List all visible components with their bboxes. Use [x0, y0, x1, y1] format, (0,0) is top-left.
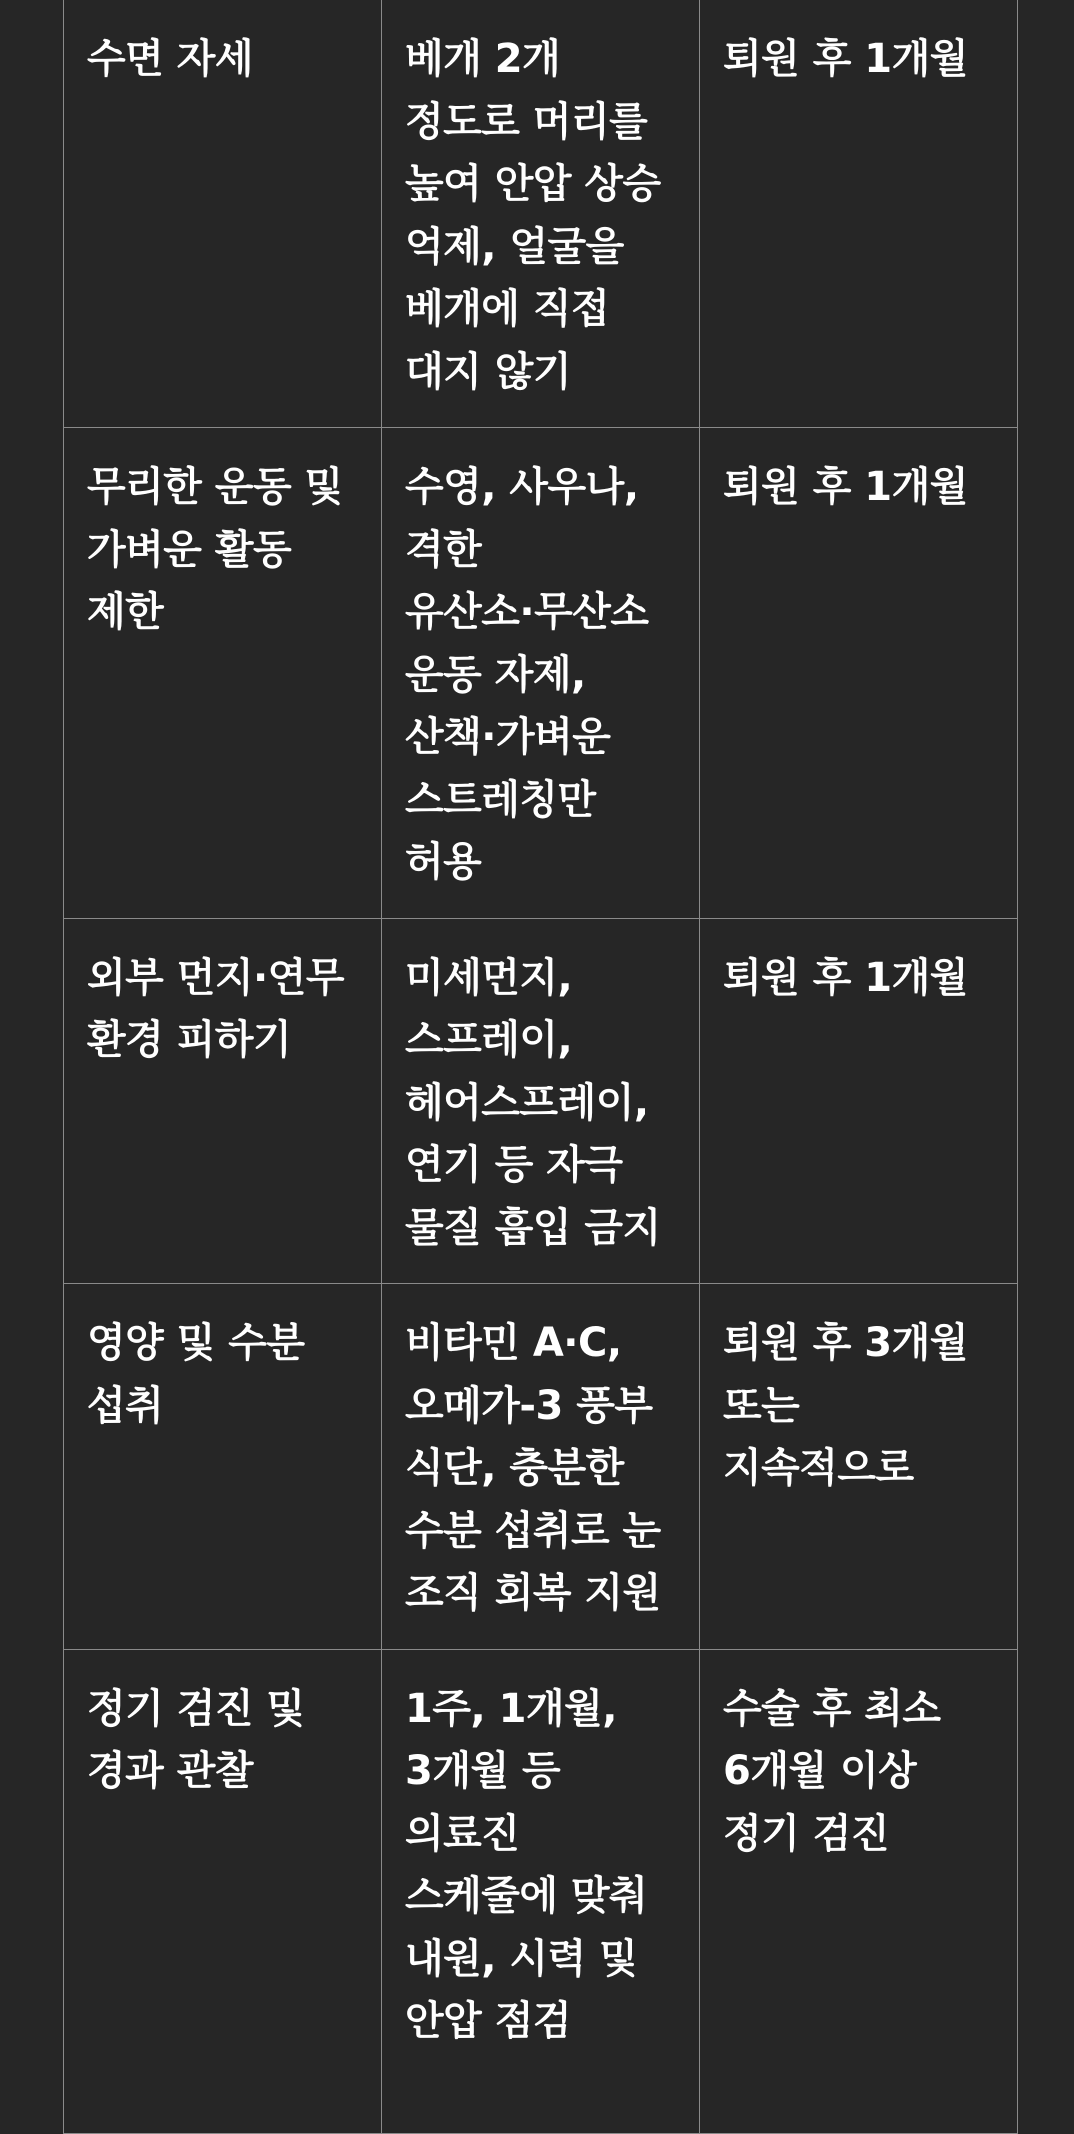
detail-text: 운동 자제, [405, 651, 586, 698]
detail-text: 유산소·무산소 [405, 589, 649, 635]
item-cell [64, 918, 382, 1284]
detail-text: 정도로 머리를 [405, 98, 648, 145]
detail-text: 1주, 1개월, [405, 1685, 617, 1732]
item-text: 무리한 운동 및 [87, 464, 343, 510]
period-text: 6개월 이상 [723, 1748, 917, 1794]
item-text: 환경 피하기 [87, 1017, 292, 1063]
detail-text: 안압 점검 [405, 1998, 571, 2044]
detail-text: 산책·가벼운 [405, 714, 611, 760]
detail-text: 베개 2개 [405, 36, 561, 82]
item-text: 정기 검진 및 [87, 1685, 305, 1732]
detail-text: 물질 흡입 금지 [405, 1204, 661, 1251]
table-row [64, 918, 1018, 1284]
item-text: 가벼운 활동 [87, 526, 292, 573]
detail-cell [382, 1284, 700, 1650]
detail-text: 스케줄에 맞춰 [405, 1873, 648, 1919]
detail-text: 스프레이, [405, 1017, 573, 1063]
detail-text: 억제, 얼굴을 [405, 223, 624, 270]
item-text: 영양 및 수분 [87, 1320, 305, 1366]
period-cell [700, 1649, 1018, 2133]
item-cell [64, 1284, 382, 1650]
detail-text: 베개에 직접 [405, 286, 610, 332]
detail-cell [382, 428, 700, 919]
detail-text: 헤어스프레이, [405, 1079, 649, 1126]
period-text: 또는 [723, 1382, 800, 1429]
detail-text: 수영, 사우나, [405, 464, 639, 510]
detail-text: 허용 [405, 839, 482, 885]
table-row [64, 428, 1018, 919]
care-instructions-table [63, 0, 1018, 2134]
detail-text: 높여 안압 상승 [405, 161, 661, 207]
detail-text: 의료진 [405, 1810, 520, 1857]
detail-cell [382, 0, 700, 428]
detail-text: 연기 등 자극 [405, 1142, 623, 1188]
period-text: 지속적으로 [723, 1445, 914, 1491]
detail-text: 수분 섭취로 눈 [405, 1507, 661, 1554]
detail-text: 조직 회복 지원 [405, 1570, 661, 1616]
table-row [64, 0, 1018, 428]
detail-text: 스트레칭만 [405, 776, 596, 823]
period-cell [700, 0, 1018, 428]
period-text: 퇴원 후 1개월 [723, 36, 968, 82]
detail-text: 식단, 충분한 [405, 1445, 624, 1491]
table-row [64, 1284, 1018, 1650]
item-text: 외부 먼지·연무 [87, 954, 344, 1001]
period-text: 퇴원 후 3개월 [723, 1320, 968, 1366]
period-cell [700, 1284, 1018, 1650]
detail-text: 내원, 시력 및 [405, 1935, 638, 1982]
detail-cell [382, 1649, 700, 2133]
item-cell [64, 1649, 382, 2133]
period-cell [700, 428, 1018, 919]
table-row [64, 1649, 1018, 2133]
detail-text: 대지 않기 [405, 348, 571, 395]
item-text: 경과 관찰 [87, 1748, 253, 1794]
care-instructions-table-container [63, 0, 1017, 2134]
period-cell [700, 918, 1018, 1284]
period-text: 정기 검진 [723, 1810, 889, 1857]
detail-text: 3개월 등 [405, 1748, 561, 1794]
detail-text: 미세먼지, [405, 954, 573, 1001]
period-text: 수술 후 최소 [723, 1685, 941, 1732]
item-text: 섭취 [87, 1382, 164, 1429]
period-text: 퇴원 후 1개월 [723, 464, 968, 510]
item-cell [64, 0, 382, 428]
detail-text: 오메가-3 풍부 [405, 1382, 653, 1429]
detail-text: 비타민 A·C, [405, 1320, 622, 1366]
item-text: 제한 [87, 589, 164, 635]
item-cell [64, 428, 382, 919]
period-text: 퇴원 후 1개월 [723, 954, 968, 1001]
item-text: 수면 자세 [87, 36, 253, 82]
detail-text: 격한 [405, 526, 482, 573]
detail-cell [382, 918, 700, 1284]
